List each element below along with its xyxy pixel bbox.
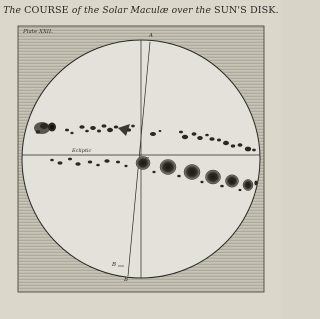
axis-letter-bottom-edge: B <box>124 277 129 283</box>
macula-5 <box>226 175 239 187</box>
title-course: COURSE <box>24 5 69 16</box>
plate-title <box>0 5 282 16</box>
plate-number: Plate XXII. <box>23 29 53 35</box>
title-of-the: of the <box>71 5 100 16</box>
macula-2 <box>160 160 176 175</box>
title-over-the: over the <box>171 5 211 16</box>
macula-4 <box>206 170 221 184</box>
axis-letter-top: A <box>149 33 153 39</box>
ecliptic-label: Ecliptic <box>72 148 92 154</box>
macula-6 <box>243 180 253 191</box>
title-the: The <box>3 5 22 16</box>
axis-letter-bottom-axis: B <box>112 262 117 268</box>
macula-3 <box>184 165 200 180</box>
title-solar-maculae: Solar Maculæ <box>102 5 169 16</box>
title-suns-disk: SUN'S DISK. <box>214 5 279 16</box>
axis-letter-center: C <box>145 157 150 163</box>
